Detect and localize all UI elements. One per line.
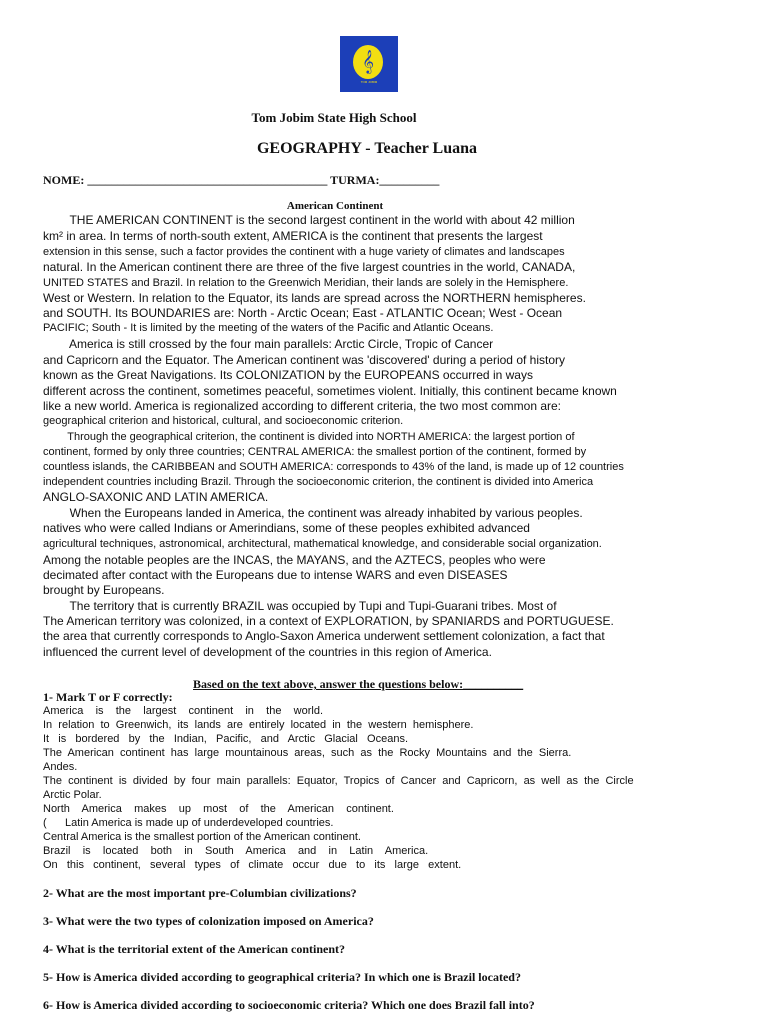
text-line: independent countries including Brazil. Through the socioeconomic criterion, the continent is divided into America xyxy=(43,476,594,488)
text-line: known as the Great Navigations. Its COLONIZATION by the EUROPEANS occurred in ways xyxy=(43,368,533,382)
tf-item: Brazil is located both in South America and in Latin America. xyxy=(43,845,429,857)
question-2: 2- What are the most important pre-Columbian civilizations? xyxy=(43,886,357,900)
tf-item: It is bordered by the Indian, Pacific, and Arctic Glacial Oceans. xyxy=(43,733,408,745)
text-line: the area that currently corresponds to Anglo-Saxon America underwent settlement colonization, a fact that xyxy=(43,629,605,643)
treble-clef-icon: 𝄞 xyxy=(362,49,374,73)
text-line: brought by Europeans. xyxy=(43,583,165,597)
school-logo xyxy=(340,36,398,92)
tf-item: ( Latin America is made up of underdeveloped countries. xyxy=(43,817,334,829)
subject-title: GEOGRAPHY - Teacher Luana xyxy=(256,140,478,157)
tf-item: On this continent, several types of climate occur due to its large extent. xyxy=(43,859,462,871)
text-line: America is still crossed by the four main parallels: Arctic Circle, Tropic of Cancer xyxy=(43,337,494,351)
tf-item: Andes. xyxy=(43,761,78,773)
text-line: influenced the current level of development of the countries in this region of America. xyxy=(43,645,492,659)
text-line: West or Western. In relation to the Equator, its lands are spread across the NORTHERN hemispheres. xyxy=(43,291,586,305)
text-line: different across the continent, sometimes peaceful, sometimes violent. Initially, this continent became known xyxy=(43,384,617,398)
text-line: continent, formed by only three countries; CENTRAL AMERICA: the smallest portion of the continent, formed by xyxy=(43,446,587,458)
question-4: 4- What is the territorial extent of the American continent? xyxy=(43,942,346,956)
text-line: Through the geographical criterion, the continent is divided into NORTH AMERICA: the largest portion of xyxy=(43,431,575,443)
text-line: geographical criterion and historical, cultural, and socioeconomic criterion. xyxy=(43,415,404,427)
text-line: natives who were called Indians or Amerindians, some of these peoples exhibited advanced xyxy=(43,521,530,535)
text-line: PACIFIC; South - It is limited by the meeting of the waters of the Pacific and Atlantic Oceans. xyxy=(43,322,494,334)
text-line: The territory that is currently BRAZIL was occupied by Tupi and Tupi-Guarani tribes. Most of xyxy=(43,599,557,613)
text-line: countless islands, the CARIBBEAN and SOUTH AMERICA: corresponds to 43% of the land, is made up of 12 countries xyxy=(43,461,624,473)
tf-item: The continent is divided by four main parallels: Equator, Tropics of Cancer and Capricorn, as well as the Circle xyxy=(43,775,634,787)
text-line: The American territory was colonized, in a context of EXPLORATION, by SPANIARDS and PORTUGUESE. xyxy=(43,614,614,628)
question-1-title: 1- Mark T or F correctly: xyxy=(43,690,173,704)
text-line: km² in area. In terms of north-south extent, AMERICA is the continent that presents the largest xyxy=(43,229,543,243)
question-3: 3- What were the two types of colonization imposed on America? xyxy=(43,914,374,928)
tf-item: North America makes up most of the American continent. xyxy=(43,803,394,815)
text-line: extension in this sense, such a factor provides the continent with a huge variety of climates and landscapes xyxy=(43,246,565,258)
school-name: Tom Jobim State High School xyxy=(251,110,417,125)
text-heading: American Continent xyxy=(286,200,384,212)
text-line: agricultural techniques, astronomical, architectural, mathematical knowledge, and considerable social organization. xyxy=(43,538,602,550)
logo-caption: TOM JOBIM xyxy=(360,80,378,84)
text-line: UNITED STATES and Brazil. In relation to the Greenwich Meridian, their lands are solely in the Hemisphere. xyxy=(43,277,569,289)
text-line: decimated after contact with the Europeans due to intense WARS and even DISEASES xyxy=(43,568,508,582)
text-line: natural. In the American continent there are three of the five largest countries in the world, CANADA, xyxy=(43,260,576,274)
tf-item: America is the largest continent in the world. xyxy=(43,705,324,717)
text-line: When the Europeans landed in America, the continent was already inhabited by various peoples. xyxy=(43,506,583,520)
questions-title: Based on the text above, answer the questions below:__________ xyxy=(193,677,524,691)
tf-item: In relation to Greenwich, its lands are entirely located in the western hemisphere. xyxy=(43,719,474,731)
tf-item: Central America is the smallest portion of the American continent. xyxy=(43,831,361,843)
text-line: and SOUTH. Its BOUNDARIES are: North - Arctic Ocean; East - ATLANTIC Ocean; West - Ocean xyxy=(43,306,563,320)
name-class-line: NOME: ________________________________________ TURMA:__________ xyxy=(43,173,440,187)
text-line: Among the notable peoples are the INCAS, the MAYANS, and the AZTECS, peoples who were xyxy=(43,553,546,567)
logo-emblem xyxy=(353,45,383,79)
text-line: like a new world. America is regionalized according to different criteria, the two most common are: xyxy=(43,399,562,413)
question-5: 5- How is America divided according to geographical criteria? In which one is Brazil located? xyxy=(43,970,521,984)
text-line: THE AMERICAN CONTINENT is the second largest continent in the world with about 42 million xyxy=(43,213,575,227)
tf-item: Arctic Polar. xyxy=(43,789,102,801)
tf-item: The American continent has large mountainous areas, such as the Rocky Mountains and the Sierra. xyxy=(43,747,572,759)
text-line: ANGLO-SAXONIC AND LATIN AMERICA. xyxy=(43,490,269,504)
text-line: and Capricorn and the Equator. The American continent was 'discovered' during a period of history xyxy=(43,353,565,367)
question-6: 6- How is America divided according to socioeconomic criteria? Which one does Brazil fall into? xyxy=(43,998,535,1012)
